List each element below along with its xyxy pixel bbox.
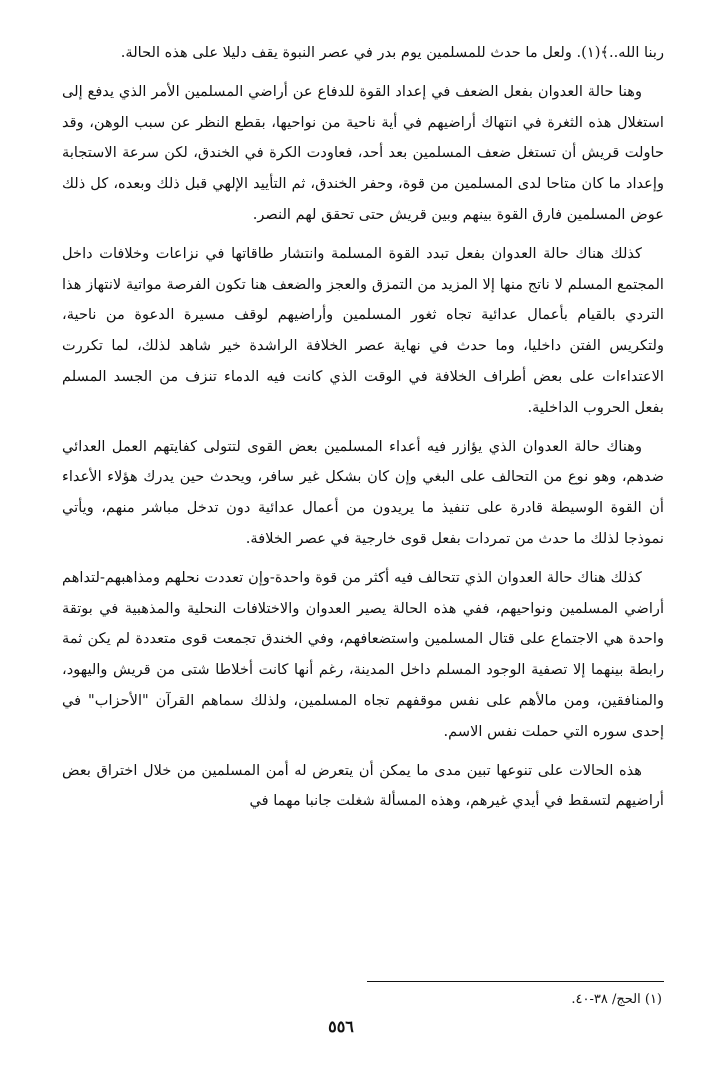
footnote-divider (367, 981, 664, 982)
paragraph-4: وهناك حالة العدوان الذي يؤازر فيه أعداء المسلمين بعض القوى لتتولى كفايتهم العمل العدائي ضدهم، وهو نوع من التحالف على البغي وإن كان بشكل غير سافر، ويحدث حين يدرك هؤلاء الأعداء أن القوة الوسيطة قادرة على تنفيذ ما يريدون من أعمال عدائية دون تدخل مباشر منهم، ويأتي نموذجا لذلك ما حدث من تمردات بفعل قوى خارجية في عصر الخلافة. (62, 437, 664, 547)
body-text (62, 38, 664, 825)
page-number: ٥٥٦ (328, 1017, 354, 1036)
paragraph-5: كذلك هناك حالة العدوان الذي تتحالف فيه أكثر من قوة واحدة-وإن تعددت نحلهم ومذاهبهم-لتداهم أراضي المسلمين ونواحيهم، ففي هذه الحالة يصير العدوان والاختلافات النحلية والمذهبية في بوتقة واحدة هي الاجتماع على قتال المسلمين واستضعافهم، وفي الخندق تجمعت قوى متعددة لم يكن ثمة رابطة بينهما إلا تصفية الوجود المسلم داخل المدينة، رغم أنها كانت أخلاطا شتى من قريش واليهود، والمنافقين، ومن مالأهم على نفس موقفهم تجاه المسلمين، ولذلك سماهم القرآن "الأحزاب" في إحدى سوره التي حملت نفس الاسم. (62, 568, 664, 740)
paragraph-1: ربنا الله..﴾(١). ولعل ما حدث للمسلمين يوم بدر في عصر النبوة يقف دليلا على هذه الحالة. (120, 44, 664, 61)
paragraph-3: كذلك هناك حالة العدوان بفعل تبدد القوة المسلمة وانتشار طاقاتها في نزاعات وخلافات داخل المجتمع المسلم لا ناتج منها إلا المزيد من التمزق والعجز والضعف هنا تكون الفرصة مواتية لانتهاز هذا التردي بالقيام بأعمال عدائية تجاه ثغور المسلمين وأراضيهم لوقف مسيرة الدعوة من ناحية، ولتكريس الفتن داخليا، وما حدث في نهاية عصر الخلافة الراشدة خير شاهد لذلك، لما تكررت الاعتداءات على بعض أطراف الخلافة في الوقت الذي كانت فيه الدماء تنزف من الجسد المسلم بفعل الحروب الداخلية. (62, 244, 664, 416)
footnote: (١) الحج/ ٣٨-٤٠. (571, 992, 662, 1007)
paragraph-2: وهنا حالة العدوان بفعل الضعف في إعداد القوة للدفاع عن أراضي المسلمين الأمر الذي يدفع إلى استغلال هذه الثغرة في انتهاك أراضيهم في أية ناحية من نواحيها، بقطع النظر عن سبب الوهن، وقد حاولت قريش أن تستغل ضعف المسلمين بعد أحد، فعاودت الكرة في الخندق، لكن سرعة الاستجابة وإعداد ما كان متاحا لدى المسلمين من قوة، وحفر الخندق، ثم التأييد الإلهي قبل ذلك وبعده، كل ذلك عوض المسلمين فارق القوة بينهم وبين قريش حتى تحقق لهم النصر. (62, 82, 664, 223)
paragraph-6: هذه الحالات على تنوعها تبين مدى ما يمكن أن يتعرض له أمن المسلمين من خلال اختراق بعض أراضيهم لتسقط في أيدي غيرهم، وهذه المسألة شغلت جانبا مهما في (62, 761, 664, 810)
